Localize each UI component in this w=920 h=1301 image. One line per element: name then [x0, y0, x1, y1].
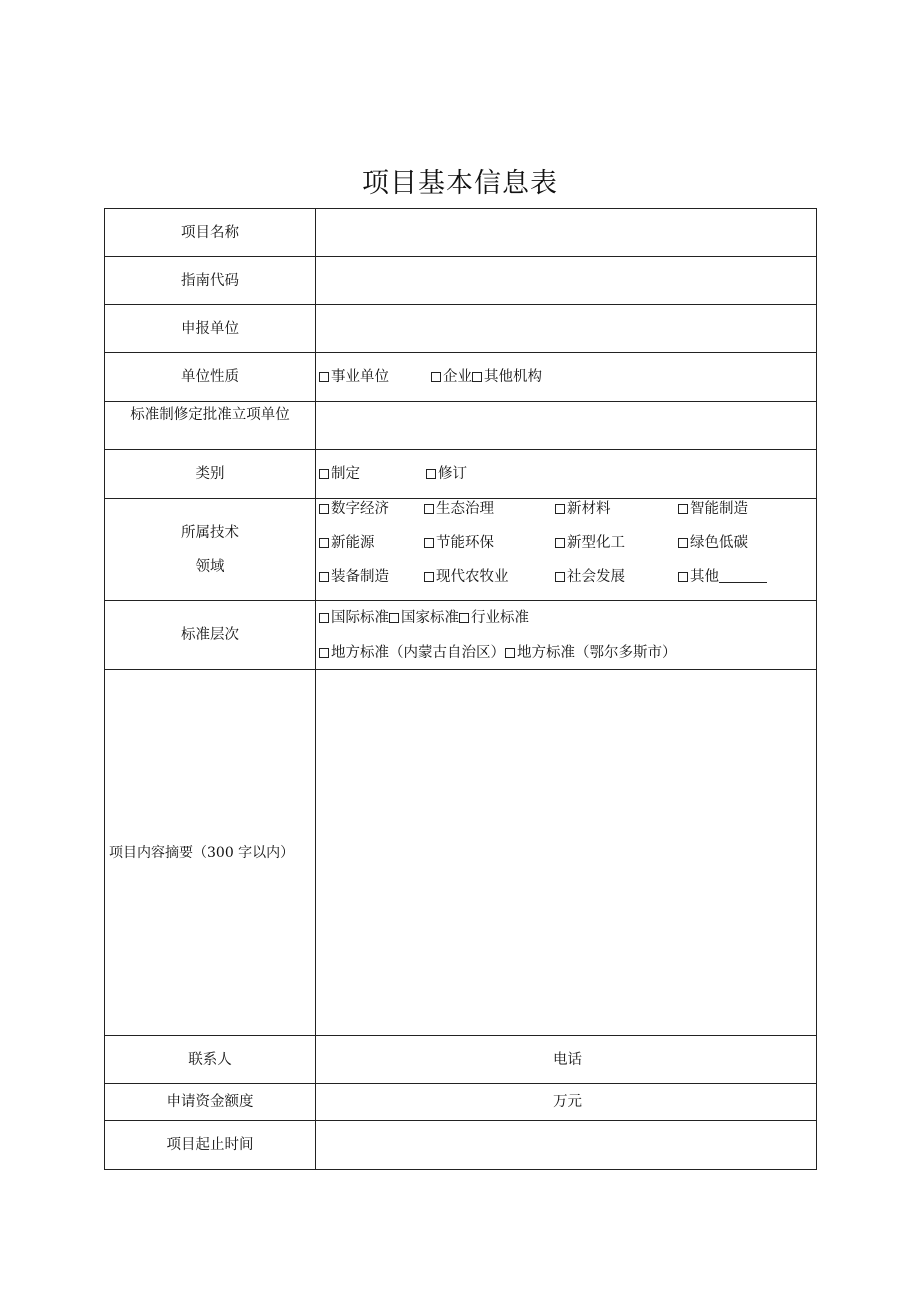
tech-field-option[interactable]: 社会发展	[555, 567, 678, 587]
category-option[interactable]: 制定	[319, 464, 360, 484]
project-name-label: 项目名称	[105, 209, 316, 257]
table-row	[105, 209, 817, 257]
tech-field-option[interactable]: 现代农牧业	[424, 567, 555, 587]
tech-field-label: 所属技术 领域	[105, 499, 316, 601]
unit-type-option[interactable]: 其他机构	[472, 367, 542, 387]
checkbox-icon[interactable]	[319, 613, 329, 623]
period-label: 项目起止时间	[105, 1121, 316, 1170]
checkbox-icon[interactable]	[319, 372, 329, 382]
unit-type-options	[316, 353, 817, 402]
standard-level-option[interactable]: 国家标准	[389, 608, 459, 628]
checkbox-icon[interactable]	[555, 538, 565, 548]
guide-code-label: 指南代码	[105, 257, 316, 305]
checkbox-icon[interactable]	[424, 504, 434, 514]
table-row	[105, 305, 817, 353]
checkbox-icon[interactable]	[555, 572, 565, 582]
project-info-table	[104, 208, 817, 1170]
tech-field-option-other[interactable]: 其他	[678, 567, 808, 587]
table-row	[105, 1036, 817, 1084]
period-field[interactable]	[316, 1121, 817, 1170]
standard-level-option[interactable]: 地方标准（内蒙古自治区）	[319, 643, 505, 663]
checkbox-icon[interactable]	[678, 538, 688, 548]
checkbox-icon[interactable]	[424, 572, 434, 582]
category-label: 类别	[105, 450, 316, 499]
funding-label: 申请资金额度	[105, 1084, 316, 1121]
checkbox-icon[interactable]	[319, 572, 329, 582]
project-name-field[interactable]	[316, 209, 817, 257]
tech-field-option[interactable]: 新材料	[555, 499, 678, 519]
standard-level-label: 标准层次	[105, 601, 316, 670]
tech-field-option[interactable]: 装备制造	[319, 567, 424, 587]
checkbox-icon[interactable]	[319, 504, 329, 514]
tech-field-option[interactable]: 绿色低碳	[678, 533, 808, 553]
tech-field-option[interactable]: 智能制造	[678, 499, 808, 519]
other-blank-line[interactable]	[719, 568, 767, 583]
tech-field-options	[316, 499, 817, 601]
table-row	[105, 1084, 817, 1121]
checkbox-icon[interactable]	[678, 504, 688, 514]
table-row	[105, 670, 817, 1036]
checkbox-icon[interactable]	[319, 469, 329, 479]
guide-code-field[interactable]	[316, 257, 817, 305]
checkbox-icon[interactable]	[424, 538, 434, 548]
checkbox-icon[interactable]	[678, 572, 688, 582]
table-row	[105, 499, 817, 601]
tech-field-option[interactable]: 新能源	[319, 533, 424, 553]
tech-field-option[interactable]: 数字经济	[319, 499, 424, 519]
checkbox-icon[interactable]	[472, 372, 482, 382]
checkbox-icon[interactable]	[426, 469, 436, 479]
summary-field[interactable]	[316, 670, 817, 1036]
table-row	[105, 257, 817, 305]
tech-field-option[interactable]: 节能环保	[424, 533, 555, 553]
applicant-label: 申报单位	[105, 305, 316, 353]
contact-label: 联系人	[105, 1036, 316, 1084]
tech-field-option[interactable]: 新型化工	[555, 533, 678, 553]
checkbox-icon[interactable]	[505, 648, 515, 658]
summary-label: 项目内容摘要（300 字以内）	[105, 670, 316, 1036]
checkbox-icon[interactable]	[555, 504, 565, 514]
category-option[interactable]: 修订	[426, 464, 467, 484]
unit-type-option[interactable]: 企业	[431, 367, 472, 387]
standard-level-option[interactable]: 地方标准（鄂尔多斯市）	[505, 643, 677, 663]
table-row	[105, 450, 817, 499]
checkbox-icon[interactable]	[319, 538, 329, 548]
approver-label: 标准制修定批准立项单位	[105, 402, 316, 450]
unit-type-label: 单位性质	[105, 353, 316, 402]
table-row	[105, 353, 817, 402]
table-row	[105, 1121, 817, 1170]
approver-field[interactable]	[316, 402, 817, 450]
checkbox-icon[interactable]	[459, 613, 469, 623]
standard-level-option[interactable]: 行业标准	[459, 608, 529, 628]
table-row	[105, 601, 817, 670]
phone-label: 电话	[553, 1051, 582, 1068]
standard-level-options	[316, 601, 817, 670]
page-title: 项目基本信息表	[362, 168, 558, 199]
table-row	[105, 402, 817, 450]
funding-field[interactable]	[316, 1084, 817, 1121]
unit-type-option[interactable]: 事业单位	[319, 367, 389, 387]
category-options	[316, 450, 817, 499]
standard-level-option[interactable]: 国际标准	[319, 608, 389, 628]
checkbox-icon[interactable]	[389, 613, 399, 623]
contact-phone-field[interactable]	[316, 1036, 817, 1084]
applicant-field[interactable]	[316, 305, 817, 353]
tech-field-option[interactable]: 生态治理	[424, 499, 555, 519]
funding-unit: 万元	[553, 1094, 582, 1110]
checkbox-icon[interactable]	[319, 648, 329, 658]
checkbox-icon[interactable]	[431, 372, 441, 382]
